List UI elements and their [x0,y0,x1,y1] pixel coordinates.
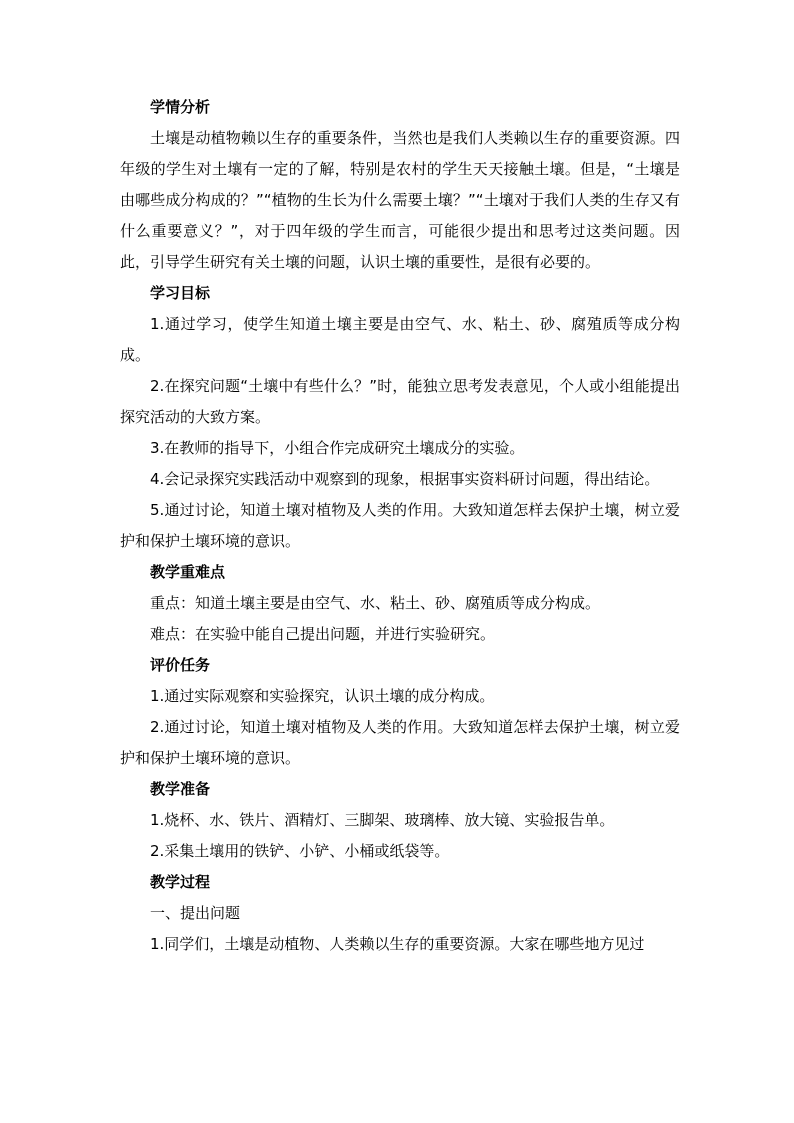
paragraph: 土壤是动植物赖以生存的重要条件，当然也是我们人类赖以生存的重要资源。四年级的学生对土壤有一定的了解，特别是农村的学生天天接触土壤。但是，“土壤是由哪些成分构成的？”“植物的生长为什么需要土壤？”“土壤对于我们人类的生存又有什么重要意义？”，对于四年级的学生而言，可能很少提出和思考过这类问题。因此，引导学生研究有关土壤的问题，认识土壤的重要性，是很有必要的。 [120,129,680,271]
paragraph: 4.会记录探究实践活动中观察到的现象，根据事实资料研讨问题，得出结论。 [150,470,660,488]
paragraph: 重点：知道土壤主要是由空气、水、粘土、砂、腐殖质等成分构成。 [150,594,601,612]
section-teaching-process [120,867,680,960]
section-heading: 教学过程 [150,873,211,891]
section-learning-goals [120,278,680,557]
section-key-points [120,557,680,650]
section-heading: 教学重难点 [150,563,226,581]
paragraph: 5.通过讨论，知道土壤对植物及人类的作用。大致知道怎样去保护土壤，树立爱护和保护土壤环境的意识。 [120,501,680,550]
document-page [120,92,680,960]
section-heading: 教学准备 [150,780,211,798]
paragraph: 1.通过实际观察和实验探究，认识土壤的成分构成。 [150,687,495,705]
section-preparation [120,774,680,867]
paragraph: 2.在探究问题“土壤中有些什么？”时，能独立思考发表意见，个人或小组能提出探究活动的大致方案。 [120,377,680,426]
section-heading: 学情分析 [150,98,211,116]
paragraph: 1.同学们，土壤是动植物、人类赖以生存的重要资源。大家在哪些地方见过 [150,935,645,953]
paragraph: 难点：在实验中能自己提出问题，并进行实验研究。 [150,625,496,643]
section-heading: 评价任务 [150,656,211,674]
paragraph: 2.采集土壤用的铁铲、小铲、小桶或纸袋等。 [150,842,450,860]
paragraph: 3.在教师的指导下，小组合作完成研究土壤成分的实验。 [150,439,525,457]
paragraph: 一、提出问题 [150,904,241,922]
paragraph: 1.通过学习，使学生知道土壤主要是由空气、水、粘土、砂、腐殖质等成分构成。 [120,315,680,364]
paragraph: 2.通过讨论，知道土壤对植物及人类的作用。大致知道怎样去保护土壤，树立爱护和保护土壤环境的意识。 [120,718,680,767]
paragraph: 1.烧杯、水、铁片、酒精灯、三脚架、玻璃棒、放大镜、实验报告单。 [150,811,615,829]
section-student-analysis [120,92,680,278]
section-heading: 学习目标 [150,284,211,302]
section-evaluation-tasks [120,650,680,774]
